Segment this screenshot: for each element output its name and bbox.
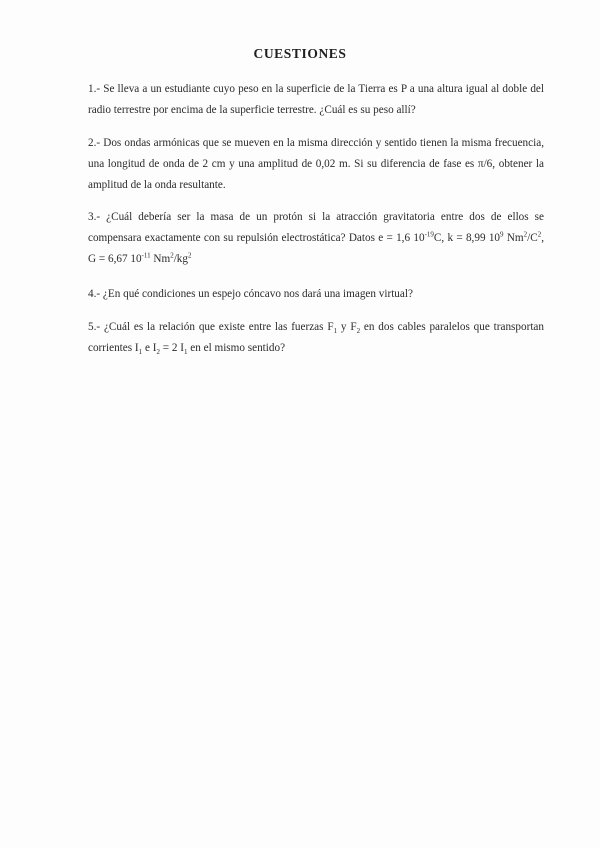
document-title: CUESTIONES xyxy=(253,46,347,61)
exponent: 2 xyxy=(188,251,192,260)
question-3-text-d: /C xyxy=(527,232,538,244)
exponent: 2 xyxy=(537,230,542,239)
question-1: 1.- Se lleva a un estudiante cuyo peso en la superficie de la Tierra es P a una altura igual al doble del radio terrestre por encima de la superficie terrestre. ¿Cuál es su peso allí? xyxy=(88,83,544,116)
question-3-text-e: , G = 6,67 10 xyxy=(88,232,544,265)
subscript: 2 xyxy=(356,327,361,336)
question-3-text-g: /kg xyxy=(173,253,188,265)
question-5-text-b: y F xyxy=(337,321,357,333)
question-3 xyxy=(88,207,544,270)
question-4: 4.- ¿En qué condiciones un espejo cóncavo nos dará una imagen virtual? xyxy=(88,288,413,300)
exponent: -11 xyxy=(141,251,151,260)
subscript: 1 xyxy=(333,327,338,336)
subscript: 1 xyxy=(183,348,188,357)
exponent: 9 xyxy=(500,230,504,239)
question-2: 2.- Dos ondas armónicas que se mueven en la misma dirección y sentido tienen la misma frecuencia, una longitud de onda de 2 cm y una amplitud de 0,02 m. Si su diferencia de fase es π/6, obtener la amplitud de la onda resultante. xyxy=(88,137,544,191)
exponent: -19 xyxy=(424,230,434,239)
subscript: 1 xyxy=(138,348,143,357)
exponent: 2 xyxy=(170,251,174,260)
question-5-text-f: en el mismo sentido? xyxy=(187,342,286,354)
question-3-text-c: Nm xyxy=(503,232,524,244)
question-5-text-a: 5.- ¿Cuál es la relación que existe entre las fuerzas F xyxy=(88,321,334,333)
question-5-text-d: e I xyxy=(142,342,157,354)
question-3-text-b: C, k = 8,99 10 xyxy=(433,232,501,244)
question-3-text-a: 3.- ¿Cuál debería ser la masa de un protón si la atracción gravitatoria entre dos de ellos se compensara exactamente con su repulsión electrostática? Datos e = 1,6 10 xyxy=(88,211,544,244)
exponent: 2 xyxy=(523,230,528,239)
question-5-text-c: en dos cables paralelos que transportan corrientes I xyxy=(88,321,544,354)
question-3-text-f: Nm xyxy=(150,253,171,265)
question-5-text-e: = 2 I xyxy=(159,342,184,354)
subscript: 2 xyxy=(156,348,160,357)
question-5 xyxy=(88,317,544,359)
